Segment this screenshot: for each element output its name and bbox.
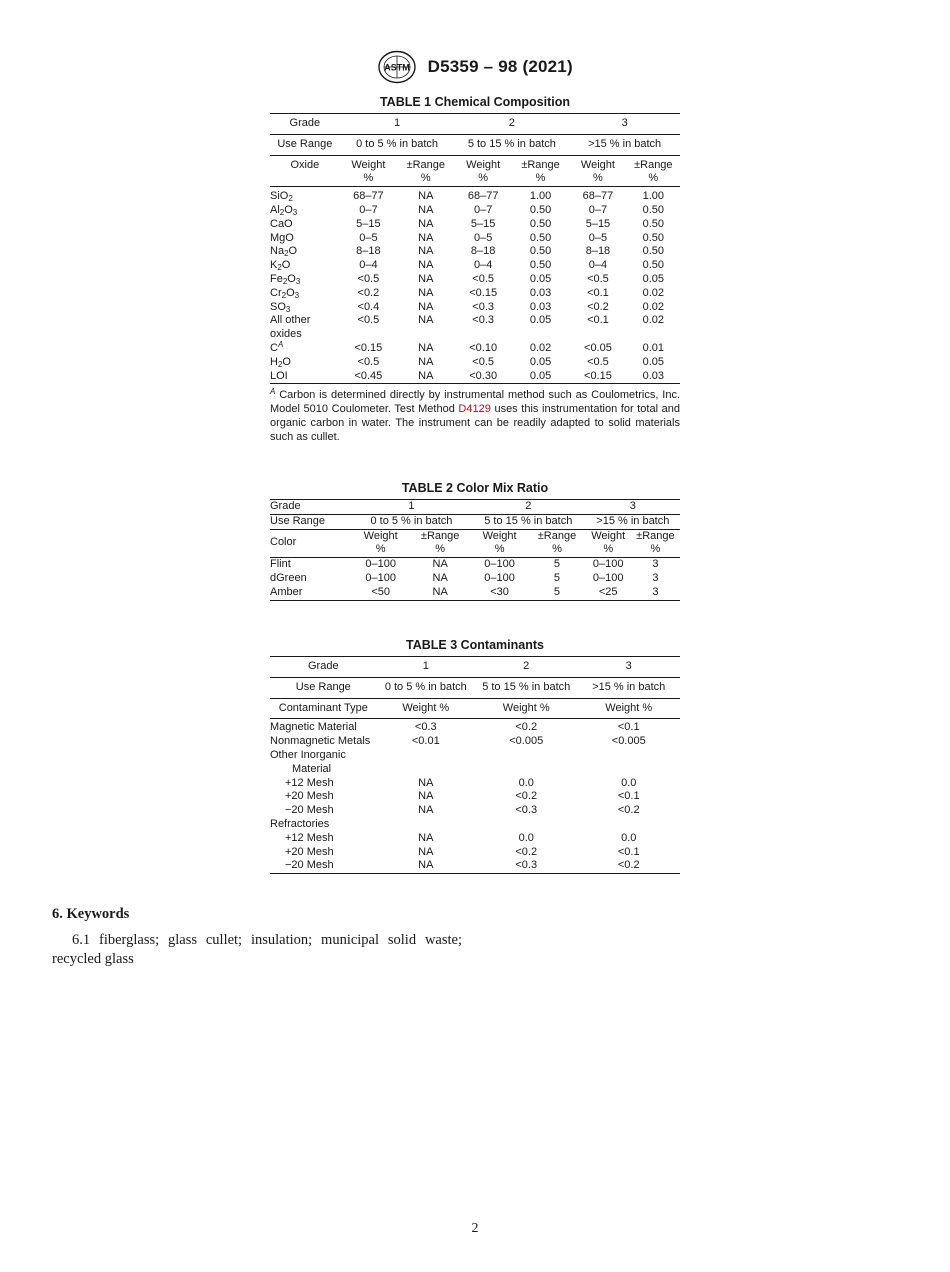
cell-value: <0.10 xyxy=(469,341,498,354)
cell-value: NA xyxy=(418,203,434,216)
cell-value: NA xyxy=(418,272,434,285)
cell-value: <0.2 xyxy=(357,286,380,299)
cell-value: 3 xyxy=(652,571,659,584)
cell-value: 8–18 xyxy=(585,245,611,258)
keywords-paragraph: 6.1 fiberglass; glass cullet; insulation; municipal solid waste; recycled glass xyxy=(52,932,462,967)
cell-value: 0.50 xyxy=(642,217,665,230)
contaminant-name: +20 Mesh xyxy=(285,845,334,858)
cell-value: 0–100 xyxy=(586,558,631,572)
cell-value: 0.03 xyxy=(529,300,552,313)
cell-value: <0.1 xyxy=(617,845,640,858)
cell-value: 0.03 xyxy=(627,370,680,384)
table-row xyxy=(270,859,680,873)
table-row xyxy=(270,721,680,735)
table-row xyxy=(270,190,680,204)
contaminant-name: Material xyxy=(292,762,332,775)
cell-value: 0.50 xyxy=(529,217,552,230)
table-3-use-range-row: Use Range 0 to 5 % in batch 5 to 15 % in batch >15 % in batch xyxy=(270,677,680,698)
cell-value: <0.2 xyxy=(617,804,640,817)
table-2 xyxy=(270,481,680,601)
cell-value: 0–4 xyxy=(359,259,378,272)
table-1-grid xyxy=(270,113,680,384)
cell-value: 0–5 xyxy=(359,231,378,244)
cell-value: 5–15 xyxy=(356,217,381,230)
cell-value: NA xyxy=(418,831,434,844)
cell-value: <0.05 xyxy=(584,341,612,354)
astm-logo-icon xyxy=(377,50,417,84)
cell-value: 0.05 xyxy=(512,370,569,384)
oxide-name: LOI xyxy=(270,370,340,384)
cell-value: <0.2 xyxy=(515,845,538,858)
page-number: 2 xyxy=(471,1221,479,1236)
cell-value: <0.5 xyxy=(357,314,380,327)
cell-value xyxy=(377,763,475,777)
oxide-name: $Fe_2O_3$ xyxy=(270,272,301,286)
cell-value xyxy=(577,749,680,763)
cell-value: 0.50 xyxy=(642,245,665,258)
table-row xyxy=(270,259,680,273)
cell-value: NA xyxy=(418,231,434,244)
table-row xyxy=(270,204,680,218)
cell-value: <0.1 xyxy=(617,790,640,803)
table-1-use-range-row: Use Range 0 to 5 % in batch 5 to 15 % in batch >15 % in batch xyxy=(270,134,680,155)
cell-value xyxy=(569,328,626,342)
cell-value: NA xyxy=(418,845,434,858)
cell-value: 0–100 xyxy=(365,571,396,584)
oxide-name: $Na_2O$ xyxy=(270,245,298,259)
oxide-name: $Al_2O_3$ xyxy=(270,203,298,217)
cell-value: 0.05 xyxy=(529,314,552,327)
cell-value xyxy=(627,328,680,342)
cell-value: <50 xyxy=(352,586,409,600)
cell-value: <0.4 xyxy=(357,300,380,313)
section-heading: 6. Keywords xyxy=(52,906,130,922)
cell-value: 5–15 xyxy=(585,217,611,230)
oxide-name: All other xyxy=(270,314,311,327)
cell-value: 0–100 xyxy=(471,558,528,572)
table-row xyxy=(270,790,680,804)
contaminant-name: Magnetic Material xyxy=(270,721,357,734)
table-row xyxy=(270,586,680,600)
cell-value: <0.1 xyxy=(587,286,609,299)
contaminant-name: +20 Mesh xyxy=(285,790,334,803)
cell-value: 0.02 xyxy=(642,286,665,299)
oxide-name: SiO$_2$ xyxy=(270,190,293,204)
cell-value: 0–7 xyxy=(588,203,608,216)
cell-value: <25 xyxy=(586,586,631,600)
cell-value: <0.2 xyxy=(515,790,538,803)
cell-value: 0.0 xyxy=(621,831,637,844)
cell-value: NA xyxy=(418,776,434,789)
cell-value: NA xyxy=(418,355,434,368)
cell-value: <0.3 xyxy=(472,300,495,313)
cell-value: NA xyxy=(418,286,434,299)
cell-value: 0.50 xyxy=(529,245,552,258)
cell-value: <0.005 xyxy=(509,735,544,748)
d4129-link[interactable]: D4129 xyxy=(458,403,491,416)
cell-value: <0.3 xyxy=(472,314,495,327)
table-row xyxy=(270,245,680,259)
cell-value: 0–100 xyxy=(592,571,624,584)
cell-value: <0.005 xyxy=(611,735,646,748)
cell-value: <0.5 xyxy=(357,272,380,285)
cell-value: <0.2 xyxy=(515,721,538,734)
cell-value xyxy=(475,818,578,832)
table-3-column-header-row: Contaminant Type Weight % Weight % Weight % xyxy=(270,698,680,719)
table-row xyxy=(270,846,680,860)
cell-value: NA xyxy=(418,259,434,272)
cell-value: <0.3 xyxy=(515,804,538,817)
table-1-column-header-row: Oxide Weight % ±Range % Weight % ±Range % Weight % ±Range % xyxy=(270,155,680,187)
oxide-name: oxides xyxy=(270,328,302,341)
table-3 xyxy=(270,638,680,874)
cell-value: 0.05 xyxy=(642,272,665,285)
table-row xyxy=(270,572,680,586)
cell-value: 0–5 xyxy=(588,231,608,244)
table-3-grade-row: Grade 1 2 3 xyxy=(270,657,680,678)
cell-value: 0.05 xyxy=(529,355,552,368)
cell-value: 0–4 xyxy=(588,259,608,272)
document-designation: D5359 – 98 (2021) xyxy=(427,57,573,76)
cell-value: <0.5 xyxy=(587,272,609,285)
cell-value xyxy=(454,328,511,342)
cell-value: 0.50 xyxy=(642,259,665,272)
table-1-title: TABLE 1 Chemical Composition xyxy=(379,95,571,109)
cell-value: <0.15 xyxy=(469,286,498,299)
table-2-column-header-row: Color Weight % ±Range % Weight % ±Range % Weight % ±Range % xyxy=(270,529,680,558)
cell-value xyxy=(475,763,578,777)
table-2-title: TABLE 2 Color Mix Ratio xyxy=(401,481,549,495)
cell-value: 68–77 xyxy=(582,190,614,203)
table-row xyxy=(270,763,680,777)
cell-value: NA xyxy=(377,859,475,873)
cell-value: <30 xyxy=(471,586,528,600)
cell-value: 8–18 xyxy=(356,245,381,258)
table-2-grade-row: Grade 1 2 3 xyxy=(270,500,680,515)
cell-value: 0.03 xyxy=(529,286,552,299)
cell-value: 5 xyxy=(528,558,585,572)
cell-value: NA xyxy=(418,190,434,203)
table-row xyxy=(270,558,680,572)
cell-value: 0–7 xyxy=(359,203,378,216)
table-row xyxy=(270,735,680,749)
contaminant-name: Refractories xyxy=(270,817,330,830)
cell-value: NA xyxy=(409,558,471,572)
cell-value: <0.5 xyxy=(472,355,495,368)
cell-value: 3 xyxy=(631,586,680,600)
cell-value xyxy=(475,749,578,763)
cell-value: NA xyxy=(418,341,434,354)
cell-value: <0.45 xyxy=(340,370,397,384)
cell-value: <0.15 xyxy=(569,370,626,384)
svg-text:ASTM: ASTM xyxy=(384,62,410,73)
cell-value: NA xyxy=(397,370,454,384)
oxide-name: $Cr_2O_3$ xyxy=(270,286,300,300)
cell-value: NA xyxy=(418,314,434,327)
table-2-use-range-row: Use Range 0 to 5 % in batch 5 to 15 % in batch >15 % in batch xyxy=(270,514,680,529)
cell-value: 5–15 xyxy=(470,217,496,230)
cell-value: 0.0 xyxy=(518,831,534,844)
contaminant-name: Other Inorganic xyxy=(270,748,346,761)
table-row xyxy=(270,342,680,356)
cell-value: <0.01 xyxy=(411,735,440,748)
table-1-grade-row: Grade 1 2 3 xyxy=(270,114,680,135)
table-row xyxy=(270,804,680,818)
cell-value: 0.50 xyxy=(529,231,552,244)
contaminant-name: Nonmagnetic Metals xyxy=(270,735,371,748)
cell-value: 0–5 xyxy=(473,231,493,244)
table-row xyxy=(270,832,680,846)
document-header xyxy=(0,50,950,84)
oxide-name: $SO_3$ xyxy=(270,300,291,314)
table-row xyxy=(270,301,680,315)
cell-value: 0.05 xyxy=(642,355,665,368)
contaminant-name: +12 Mesh xyxy=(285,831,334,844)
color-name: Flint xyxy=(270,558,352,572)
cell-value: <0.5 xyxy=(357,355,380,368)
contaminant-name: −20 Mesh xyxy=(270,859,377,873)
cell-value: <0.5 xyxy=(587,355,609,368)
contaminant-name: −20 Mesh xyxy=(285,804,334,817)
cell-value xyxy=(577,818,680,832)
oxide-name: $C^A$ xyxy=(270,339,284,354)
contaminant-name: +12 Mesh xyxy=(285,776,334,789)
table-row xyxy=(270,273,680,287)
cell-value: NA xyxy=(418,245,434,258)
color-name: dGreen xyxy=(270,571,307,584)
cell-value: 68–77 xyxy=(353,190,384,203)
cell-value: 8–18 xyxy=(470,245,496,258)
table-row xyxy=(270,328,680,342)
cell-value xyxy=(377,749,475,763)
cell-value: 0.02 xyxy=(642,300,665,313)
cell-value: 0.02 xyxy=(642,314,665,327)
table-row xyxy=(270,232,680,246)
cell-value: 0.01 xyxy=(642,341,665,354)
cell-value: 3 xyxy=(631,558,680,572)
cell-value xyxy=(377,818,475,832)
cell-value: <0.15 xyxy=(354,341,383,354)
table-row xyxy=(270,356,680,370)
cell-value: <0.5 xyxy=(472,272,495,285)
table-2-grid xyxy=(270,499,680,601)
cell-value: 5 xyxy=(553,571,561,584)
cell-value: NA xyxy=(409,586,471,600)
cell-value: 0.05 xyxy=(529,272,552,285)
table-row xyxy=(270,218,680,232)
table-1 xyxy=(270,95,680,444)
cell-value: 5 xyxy=(528,586,585,600)
cell-value: <0.2 xyxy=(577,859,680,873)
cell-value: NA xyxy=(418,804,434,817)
cell-value: 0–4 xyxy=(473,259,493,272)
cell-value: 0.50 xyxy=(529,203,552,216)
oxide-name: CaO xyxy=(270,217,293,230)
table-row xyxy=(270,370,680,384)
table-row xyxy=(270,287,680,301)
cell-value: <0.1 xyxy=(617,721,640,734)
table-row xyxy=(270,818,680,832)
cell-value: 0–100 xyxy=(352,558,409,572)
cell-value xyxy=(512,328,569,342)
oxide-name: $K_2O$ xyxy=(270,259,291,273)
cell-value: <0.3 xyxy=(414,721,437,734)
oxide-name: $H_2O$ xyxy=(270,355,291,369)
cell-value: 1.00 xyxy=(642,190,665,203)
cell-value: 0.02 xyxy=(529,341,552,354)
table-3-grid xyxy=(270,656,680,874)
cell-value: NA xyxy=(418,790,434,803)
cell-value: 0.0 xyxy=(518,776,534,789)
cell-value: 1.00 xyxy=(529,190,552,203)
table-3-title: TABLE 3 Contaminants xyxy=(406,638,544,652)
cell-value xyxy=(397,328,454,342)
cell-value: 0.50 xyxy=(642,203,665,216)
cell-value: <0.2 xyxy=(587,300,609,313)
cell-value: 0–100 xyxy=(484,571,515,584)
cell-value: 0.50 xyxy=(529,259,552,272)
cell-value: <0.3 xyxy=(475,859,578,873)
section-keywords xyxy=(52,906,462,969)
table-1-footnote: $^A$ Carbon is determined directly by instrumental method such as Coulometrics, Inc. Model 5010 Coulometer. Test Method D4129 uses this instrumentation for total and organic carbon in water. The instrument can be readily adapted to solid materials such as cullet. xyxy=(270,387,680,444)
oxide-name: MgO xyxy=(270,231,294,244)
table-row xyxy=(270,314,680,328)
cell-value: NA xyxy=(418,300,434,313)
cell-value xyxy=(577,763,680,777)
cell-value xyxy=(340,328,397,342)
cell-value: 0–7 xyxy=(473,203,493,216)
cell-value: <0.1 xyxy=(587,314,609,327)
table-row xyxy=(270,777,680,791)
cell-value: NA xyxy=(432,571,448,584)
cell-value: 0.0 xyxy=(621,776,637,789)
table-row xyxy=(270,749,680,763)
cell-value: NA xyxy=(418,217,434,230)
color-name: Amber xyxy=(270,586,352,600)
cell-value: <0.30 xyxy=(454,370,511,384)
cell-value: 0.50 xyxy=(642,231,665,244)
cell-value: 68–77 xyxy=(467,190,499,203)
